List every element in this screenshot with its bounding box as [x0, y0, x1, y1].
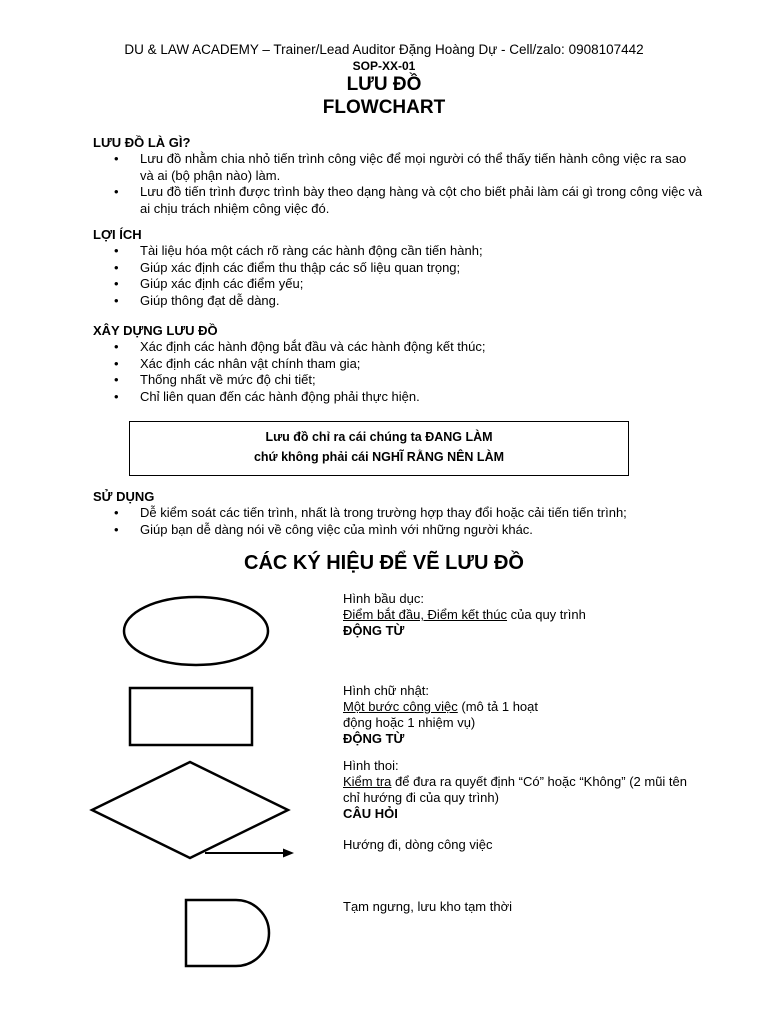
list-item: • Giúp thông đạt dễ dàng. — [93, 293, 703, 310]
list-item: • Giúp xác định các điểm thu thập các số liệu quan trọng; — [93, 260, 703, 277]
diamond-keyword: CÂU HỎI — [343, 806, 398, 821]
list-item: • Giúp bạn dễ dàng nói về công việc của mình với những người khác. — [93, 522, 703, 539]
oval-name: Hình bầu dục: — [343, 591, 424, 606]
oval-description — [343, 591, 713, 639]
diamond-meaning-underlined: Kiểm tra — [343, 774, 392, 789]
rect-name: Hình chữ nhật: — [343, 683, 430, 698]
rect-meaning-rest: (mô tả 1 hoạt động hoặc 1 nhiệm vụ) — [343, 699, 538, 730]
page-title-vi: LƯU ĐỒ — [346, 74, 422, 95]
list-item: • Chỉ liên quan đến các hành động phải thực hiện. — [93, 389, 703, 406]
oval-keyword: ĐỘNG TỪ — [343, 623, 405, 638]
rect-meaning-underlined: Một bước công việc — [343, 699, 458, 714]
delay-description: Tạm ngưng, lưu kho tạm thời — [343, 899, 512, 914]
list-item: • Lưu đồ nhằm chia nhỏ tiến trình công việc để mọi người có thể thấy tiến hành công việc ra sao và ai (bộ phận nào) làm. — [93, 151, 703, 184]
arrow-symbol-head — [283, 849, 294, 858]
delay-symbol — [186, 900, 269, 966]
section-heading-benefits: LỢI ÍCH — [93, 227, 142, 242]
oval-meaning — [343, 607, 713, 623]
diamond-symbol — [92, 762, 288, 858]
list-item: • Thống nhất về mức độ chi tiết; — [93, 372, 703, 389]
rect-keyword: ĐỘNG TỪ — [343, 731, 405, 746]
note-line-1: Lưu đồ chỉ ra cái chúng ta ĐANG LÀM — [265, 430, 493, 444]
rectangle-description — [343, 683, 563, 747]
rect-meaning — [343, 699, 563, 731]
document-header: DU & LAW ACADEMY – Trainer/Lead Auditor Đặng Hoàng Dự - Cell/zalo: 0908107442 — [124, 42, 644, 57]
list-item: • Giúp xác định các điểm yếu; — [93, 276, 703, 293]
oval-symbol — [124, 597, 268, 665]
document-number: SOP-XX-01 — [352, 59, 416, 73]
note-line-2: chứ không phải cái NGHĨ RẰNG NÊN LÀM — [253, 450, 505, 464]
arrow-description: Hướng đi, dòng công việc — [343, 837, 493, 852]
section-heading-build: XÂY DỰNG LƯU ĐỒ — [93, 323, 218, 338]
section-heading-what: LƯU ĐỒ LÀ GÌ? — [93, 135, 191, 150]
page-title-en: FLOWCHART — [322, 97, 446, 118]
rectangle-symbol — [130, 688, 252, 745]
oval-meaning-underlined: Điểm bắt đầu, Điểm kết thúc — [343, 607, 508, 622]
list-item: • Tài liệu hóa một cách rõ ràng các hành động cần tiến hành; — [93, 243, 703, 260]
diamond-meaning — [343, 774, 705, 806]
oval-meaning-rest: của quy trình — [507, 607, 586, 622]
section-heading-usage: SỬ DỤNG — [93, 489, 155, 504]
symbols-heading: CÁC KÝ HIỆU ĐỂ VẼ LƯU ĐỒ — [244, 552, 524, 574]
list-item: • Lưu đồ tiến trình được trình bày theo dạng hàng và cột cho biết phải làm cái gì trong công việc và ai chịu trách nhiệm công việc đó. — [93, 184, 703, 217]
list-item: • Dễ kiểm soát các tiến trình, nhất là trong trường hợp thay đổi hoặc cải tiến tiến trình; — [93, 505, 703, 522]
diamond-name: Hình thoi: — [343, 758, 399, 773]
list-item: • Xác định các nhân vật chính tham gia; — [93, 356, 703, 373]
list-item: • Xác định các hành động bắt đầu và các hành động kết thúc; — [93, 339, 703, 356]
diamond-description — [343, 758, 705, 822]
diamond-meaning-rest: để đưa ra quyết định “Có” hoặc “Không” (2 mũi tên chỉ hướng đi của quy trình) — [343, 774, 687, 805]
